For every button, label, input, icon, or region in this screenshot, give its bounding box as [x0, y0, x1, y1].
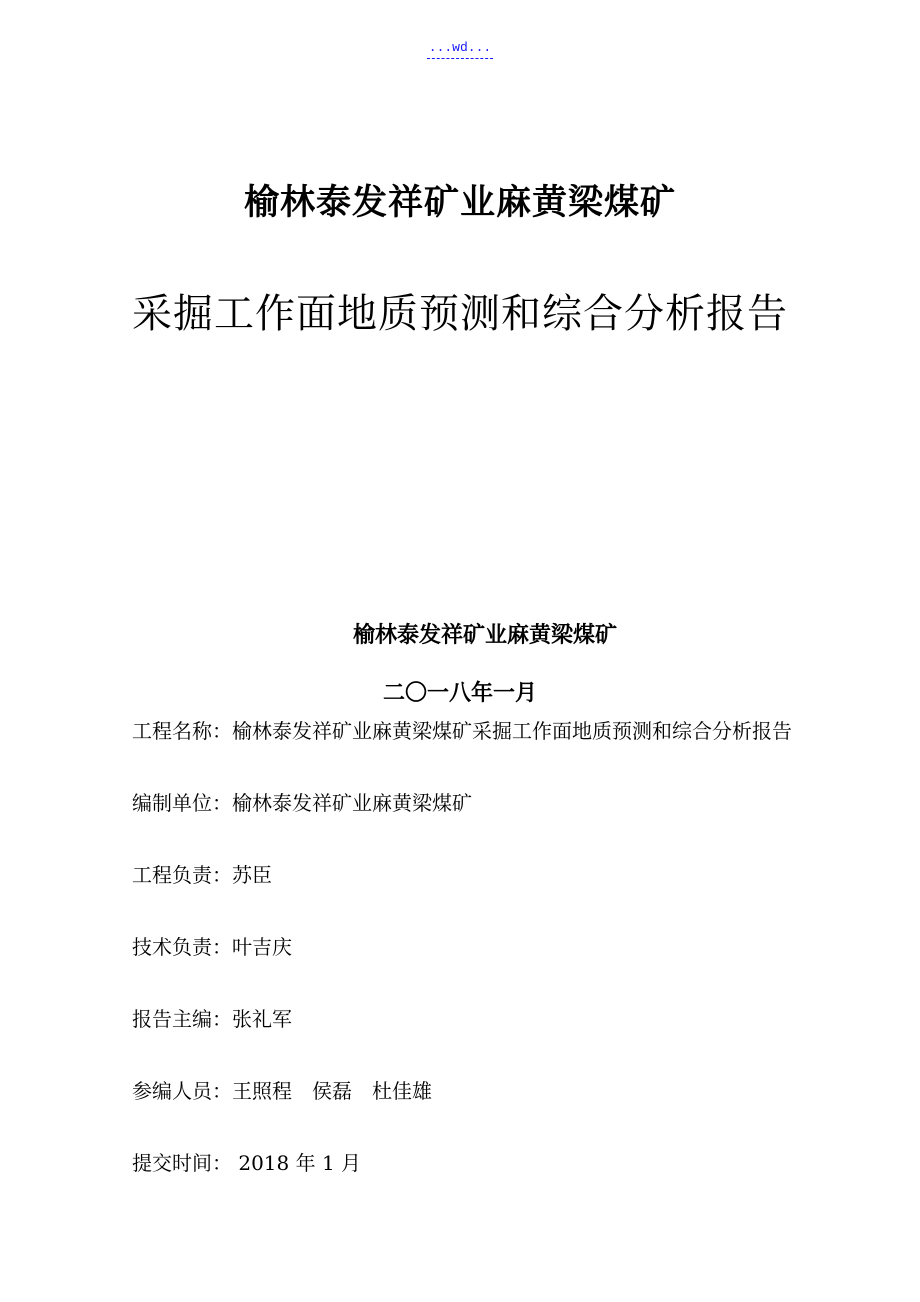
- field-label: 编制单位：: [132, 791, 232, 815]
- field-project-name: [132, 716, 900, 746]
- field-technical-lead: [132, 932, 792, 962]
- field-label: 提交时间：: [132, 1151, 232, 1175]
- field-value: 2018 年 1 月: [232, 1151, 362, 1175]
- field-value: 叶吉庆: [232, 935, 292, 959]
- header-link[interactable]: [0, 40, 920, 55]
- field-submission-date: [132, 1148, 792, 1178]
- field-label: 报告主编：: [132, 1007, 232, 1031]
- field-value: 王照程 侯磊 杜佳雄: [232, 1079, 432, 1103]
- field-label: 工程负责：: [132, 863, 232, 887]
- cover-date: 二〇一八年一月: [382, 681, 537, 706]
- field-label: 工程名称：: [132, 719, 232, 743]
- cover-title-line1: 榆林泰发祥矿业麻黄梁煤矿: [243, 183, 676, 223]
- field-value: 苏臣: [232, 863, 272, 887]
- header-link-text[interactable]: ...wd...: [427, 40, 493, 59]
- field-project-lead: [132, 860, 792, 890]
- field-value: 榆林泰发祥矿业麻黄梁煤矿采掘工作面地质预测和综合分析报告: [232, 719, 792, 743]
- field-value: 榆林泰发祥矿业麻黄梁煤矿: [232, 791, 472, 815]
- cover-title-line2: 采掘工作面地质预测和综合分析报告: [132, 291, 788, 337]
- field-label: 参编人员：: [132, 1079, 232, 1103]
- field-label: 技术负责：: [132, 935, 232, 959]
- field-contributors: [132, 1076, 792, 1106]
- field-value: 张礼军: [232, 1007, 292, 1031]
- field-chief-editor: [132, 1004, 792, 1034]
- cover-organization: 榆林泰发祥矿业麻黄梁煤矿: [352, 623, 617, 648]
- field-compiling-unit: [132, 788, 792, 818]
